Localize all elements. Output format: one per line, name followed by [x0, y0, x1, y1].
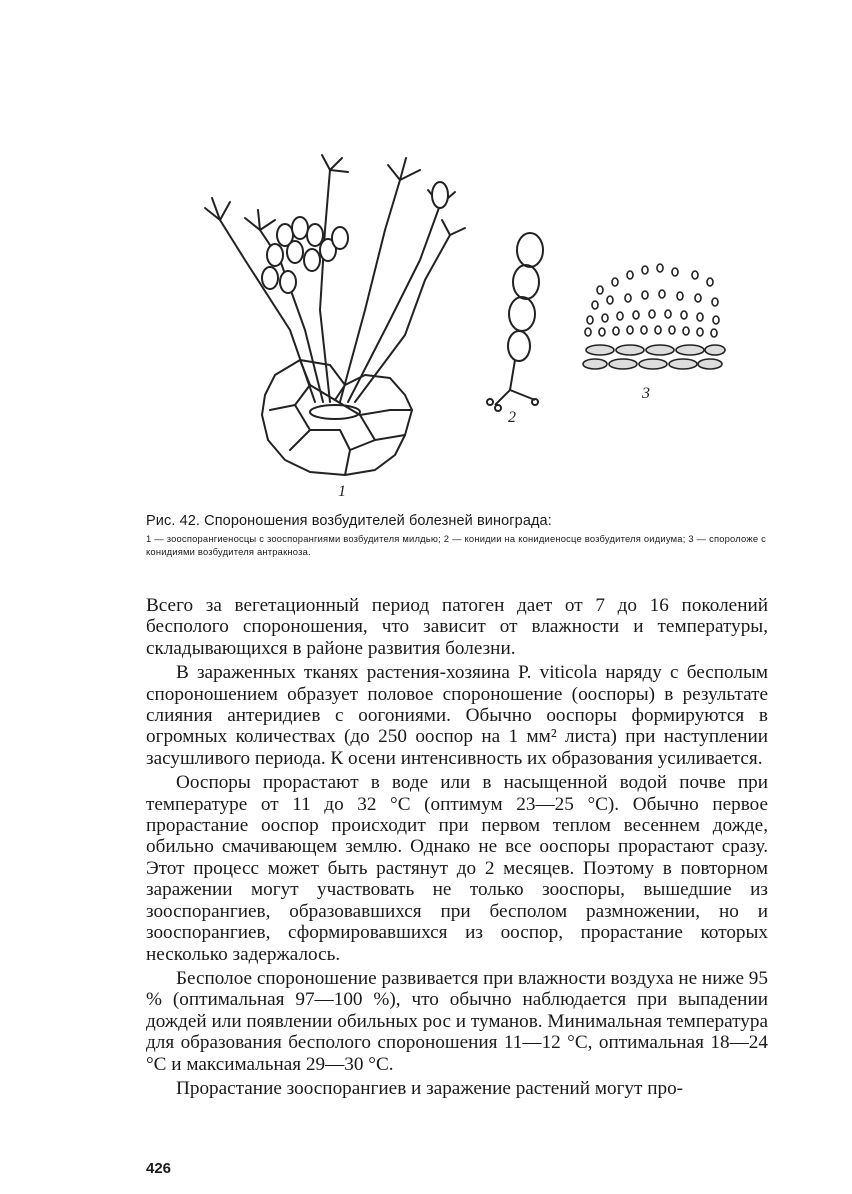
figure-illustration	[150, 110, 750, 510]
body-text	[146, 595, 768, 1102]
epidermis-cells	[262, 360, 412, 475]
paragraph: Ооспоры прорастают в воде или в насыщенной водой почве при температуре от 11 до 32 °С (оптимум 23—25 °С). Обычно первое прорастание ооспор происходит при первом теплом весеннем дожде, обильно смачивающем землю. Однако не все ооспоры прорастают сразу. Этот процесс может быть растянут до 2 месяцев. Поэтому в повторном заражении могут участвовать не только зооспоры, вышедшие из зооспорангиев, образовавшихся при бесполом размножении, но и зооспорангиев, сформировавшихся из ооспор, прорастание которых несколько задержалось.	[146, 772, 768, 965]
figure-label-1: 1	[338, 483, 346, 500]
caption-body: 1 — зооспорангиеносцы с зооспорангиями возбудителя милдью; 2 — конидии на конидиеносце возбудителя оидиума; 3 — спороложе с конидиями возбудителя антракноза.	[146, 533, 766, 557]
figure-42	[150, 110, 750, 510]
paragraph: Прорастание зооспорангиев и заражение растений могут про-	[176, 1077, 684, 1099]
sporangiophores	[205, 155, 465, 402]
sporangia-clusters	[262, 182, 448, 293]
paragraph: Всего за вегетационный период патоген дает от 7 до 16 поколений бесполого спороношения, что зависит от влажности и температуры, складывающихся в районе развития болезни.	[146, 595, 768, 659]
paragraph: В зараженных тканях растения-хозяина P. viticola наряду с бесполым спороношением образует половое спороношение (ооспоры) в результате слияния антеридиев с оогониями. Обычно ооспоры формируются в огромных количествах (до 250 ооспор на 1 мм² листа) при наступлении засушливого периода. К осени интенсивность их образования усиливается.	[146, 662, 768, 769]
host-cells	[583, 345, 725, 369]
caption-title: Рис. 42. Спороношения возбудителей болезней винограда:	[146, 513, 552, 529]
page-number: 426	[146, 1160, 172, 1177]
figure-label-3: 3	[642, 385, 650, 402]
figure-caption	[146, 512, 766, 558]
figure-label-2: 2	[508, 409, 516, 426]
acervulus	[583, 264, 725, 369]
paragraph: Бесполое спороношение развивается при влажности воздуха не ниже 95 % (оптимальная 97—100 %), что обычно наблюдается при выпадении дождей или появлении обильных рос и туманов. Минимальная температура для образования бесполого спороношения 11—12 °С, оптимальная 18—24 °С и максимальная 29—30 °С.	[146, 967, 768, 1075]
conidial-chain	[487, 233, 543, 411]
conidia-dots	[585, 264, 719, 337]
